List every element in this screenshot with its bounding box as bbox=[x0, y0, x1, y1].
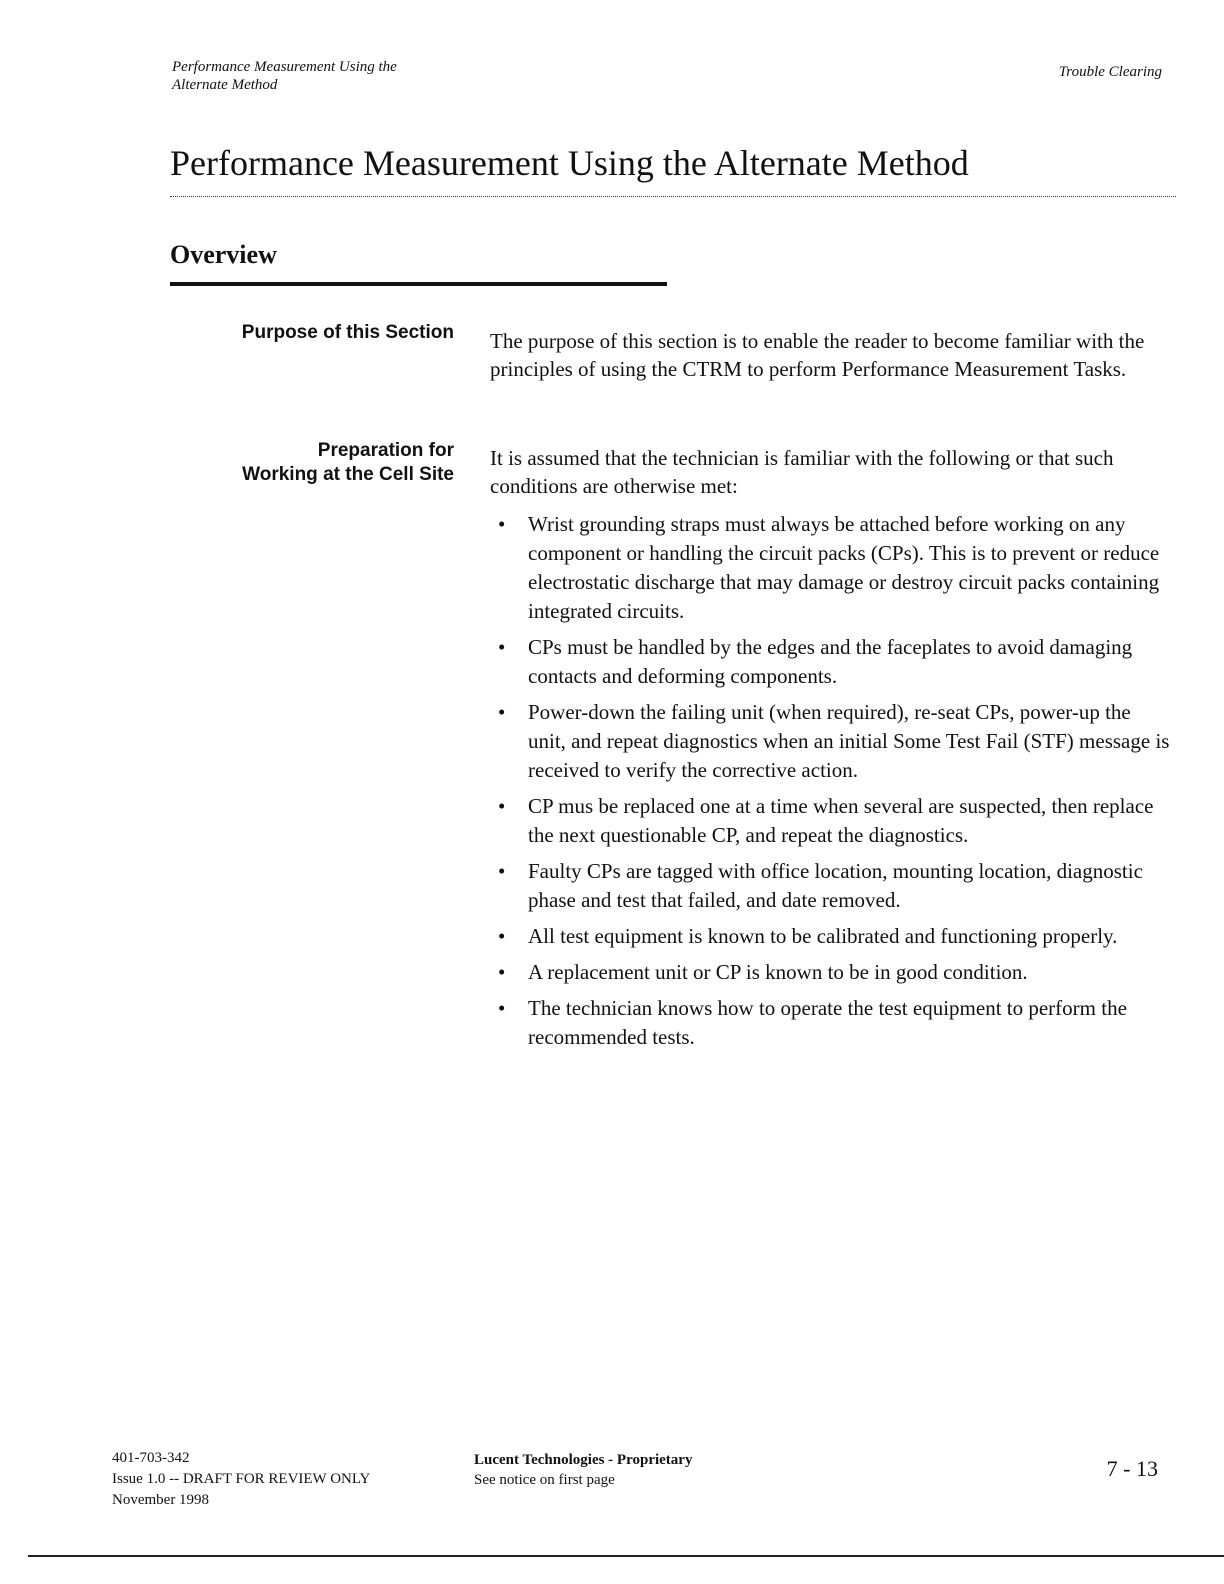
running-header-line2: Alternate Method bbox=[172, 77, 278, 93]
purpose-text: The purpose of this section is to enable the reader to become familiar with the principles of using the CTRM to perform Performance Measurement Tasks. bbox=[490, 329, 1145, 381]
list-item-text: Power-down the failing unit (when required), re-seat CPs, power-up the unit, and repeat diagnostics when an initial Some Test Fail (STF) message is received to verify the corrective action. bbox=[528, 700, 1170, 782]
bullet-icon: • bbox=[498, 512, 506, 536]
footer-proprietary bbox=[474, 1450, 692, 1490]
footer-company: Lucent Technologies - Proprietary bbox=[474, 1452, 693, 1468]
bullet-icon: • bbox=[498, 794, 506, 818]
footer-document-info bbox=[112, 1448, 370, 1511]
list-item bbox=[490, 857, 1170, 915]
bullet-icon: • bbox=[498, 859, 506, 883]
bullet-icon: • bbox=[498, 924, 506, 948]
list-item-text: All test equipment is known to be calibrated and functioning properly. bbox=[528, 924, 1118, 948]
footer-date: November 1998 bbox=[112, 1492, 210, 1508]
bullet-icon: • bbox=[498, 960, 506, 984]
page-title: Performance Measurement Using the Alternate Method bbox=[170, 143, 969, 183]
purpose-label: Purpose of this Section bbox=[241, 322, 454, 343]
list-item-text: The technician knows how to operate the test equipment to perform the recommended tests. bbox=[528, 996, 1127, 1049]
footer-notice: See notice on first page bbox=[474, 1472, 615, 1488]
preparation-label-line1: Preparation for bbox=[317, 440, 454, 461]
list-item-text: CPs must be handled by the edges and the faceplates to avoid damaging contacts and deforming components. bbox=[528, 635, 1133, 688]
list-item bbox=[490, 633, 1170, 691]
list-item-text: A replacement unit or CP is known to be in good condition. bbox=[528, 960, 1028, 984]
list-item bbox=[490, 922, 1170, 951]
preparation-label bbox=[242, 439, 454, 487]
title-dotted-rule bbox=[170, 196, 1176, 197]
running-header-left bbox=[172, 58, 397, 94]
preparation-label-line2: Working at the Cell Site bbox=[242, 464, 454, 485]
running-header-line1: Performance Measurement Using the bbox=[172, 59, 397, 75]
list-item-text: CP mus be replaced one at a time when several are suspected, then replace the next questionable CP, and repeat the diagnostics. bbox=[528, 794, 1154, 847]
list-item bbox=[490, 958, 1170, 987]
running-header-right: Trouble Clearing bbox=[1058, 64, 1162, 80]
section-heading-rule bbox=[170, 282, 667, 286]
preparation-intro: It is assumed that the technician is familiar with the following or that such conditions are otherwise met: bbox=[490, 446, 1114, 498]
bottom-rule bbox=[28, 1555, 1224, 1557]
preparation-bullet-list bbox=[490, 510, 1170, 1059]
list-item bbox=[490, 994, 1170, 1052]
page-number: 7 - 13 bbox=[1106, 1456, 1158, 1481]
section-heading: Overview bbox=[170, 240, 277, 269]
list-item bbox=[490, 792, 1170, 850]
footer-issue: Issue 1.0 -- DRAFT FOR REVIEW ONLY bbox=[112, 1471, 371, 1487]
bullet-icon: • bbox=[498, 996, 506, 1020]
footer-doc-number: 401-703-342 bbox=[112, 1450, 190, 1466]
list-item-text: Faulty CPs are tagged with office location, mounting location, diagnostic phase and test that failed, and date removed. bbox=[528, 859, 1143, 912]
bullet-icon: • bbox=[498, 635, 506, 659]
list-item bbox=[490, 698, 1170, 785]
list-item bbox=[490, 510, 1170, 626]
bullet-icon: • bbox=[498, 700, 506, 724]
list-item-text: Wrist grounding straps must always be attached before working on any component or handling the circuit packs (CPs). This is to prevent or reduce electrostatic discharge that may damage or destroy circuit packs containing integrated circuits. bbox=[528, 512, 1160, 623]
